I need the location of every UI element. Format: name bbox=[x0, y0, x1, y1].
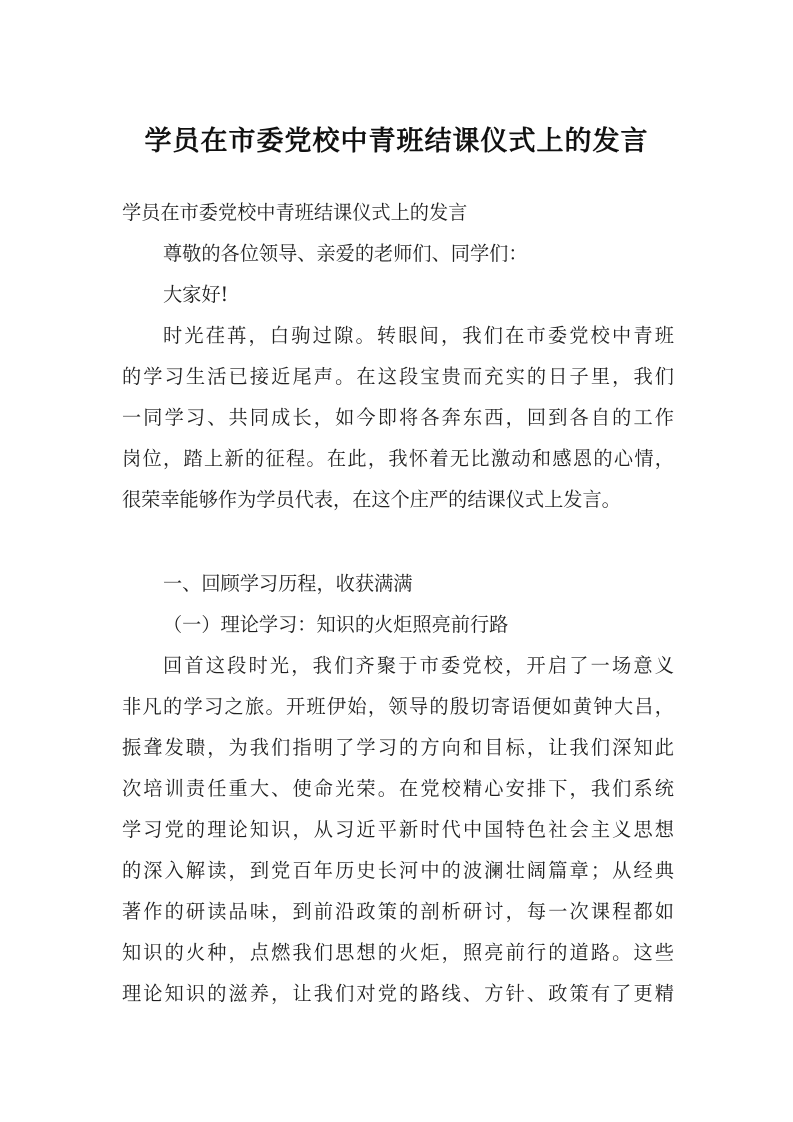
body-line: 振聋发聩，为我们指明了学习的方向和目标，让我们深知此 bbox=[122, 736, 674, 759]
salutation-line: 尊敬的各位领导、亲爱的老师们、同学们： bbox=[163, 242, 528, 265]
greeting-line: 大家好! bbox=[163, 283, 229, 306]
intro-line: 一同学习、共同成长，如今即将各奔东西，回到各自的工作 bbox=[122, 406, 674, 429]
body-line: 次培训责任重大、使命光荣。在党校精心安排下，我们系统 bbox=[122, 777, 674, 800]
intro-line: 时光荏苒，白驹过隙。转眼间，我们在市委党校中青班 bbox=[163, 324, 674, 347]
intro-line: 岗位，踏上新的征程。在此，我怀着无比激动和感恩的心情， bbox=[122, 447, 674, 470]
body-line: 回首这段时光，我们齐聚于市委党校，开启了一场意义 bbox=[163, 654, 674, 677]
subtitle-line: 学员在市委党校中青班结课仪式上的发言 bbox=[122, 201, 468, 224]
body-line: 学习党的理论知识，从习近平新时代中国特色社会主义思想 bbox=[122, 818, 674, 841]
intro-line: 很荣幸能够作为学员代表，在这个庄严的结课仪式上发言。 bbox=[122, 488, 621, 511]
body-line: 著作的研读品味，到前沿政策的剖析研讨，每一次课程都如 bbox=[122, 900, 674, 923]
document-title: 学员在市委党校中青班结课仪式上的发言 bbox=[144, 126, 649, 157]
body-line: 的深入解读，到党百年历史长河中的波澜壮阔篇章；从经典 bbox=[122, 859, 674, 882]
body-line: 知识的火种，点燃我们思想的火炬，照亮前行的道路。这些 bbox=[122, 941, 674, 964]
body-line: 理论知识的滋养，让我们对党的路线、方针、政策有了更精 bbox=[122, 982, 674, 1005]
intro-line: 的学习生活已接近尾声。在这段宝贵而充实的日子里，我们 bbox=[122, 365, 674, 388]
body-line: 非凡的学习之旅。开班伊始，领导的殷切寄语便如黄钟大吕， bbox=[122, 695, 674, 718]
subsection-heading: （一）理论学习：知识的火炬照亮前行路 bbox=[163, 613, 509, 636]
section-heading: 一、回顾学习历程，收获满满 bbox=[163, 572, 413, 595]
